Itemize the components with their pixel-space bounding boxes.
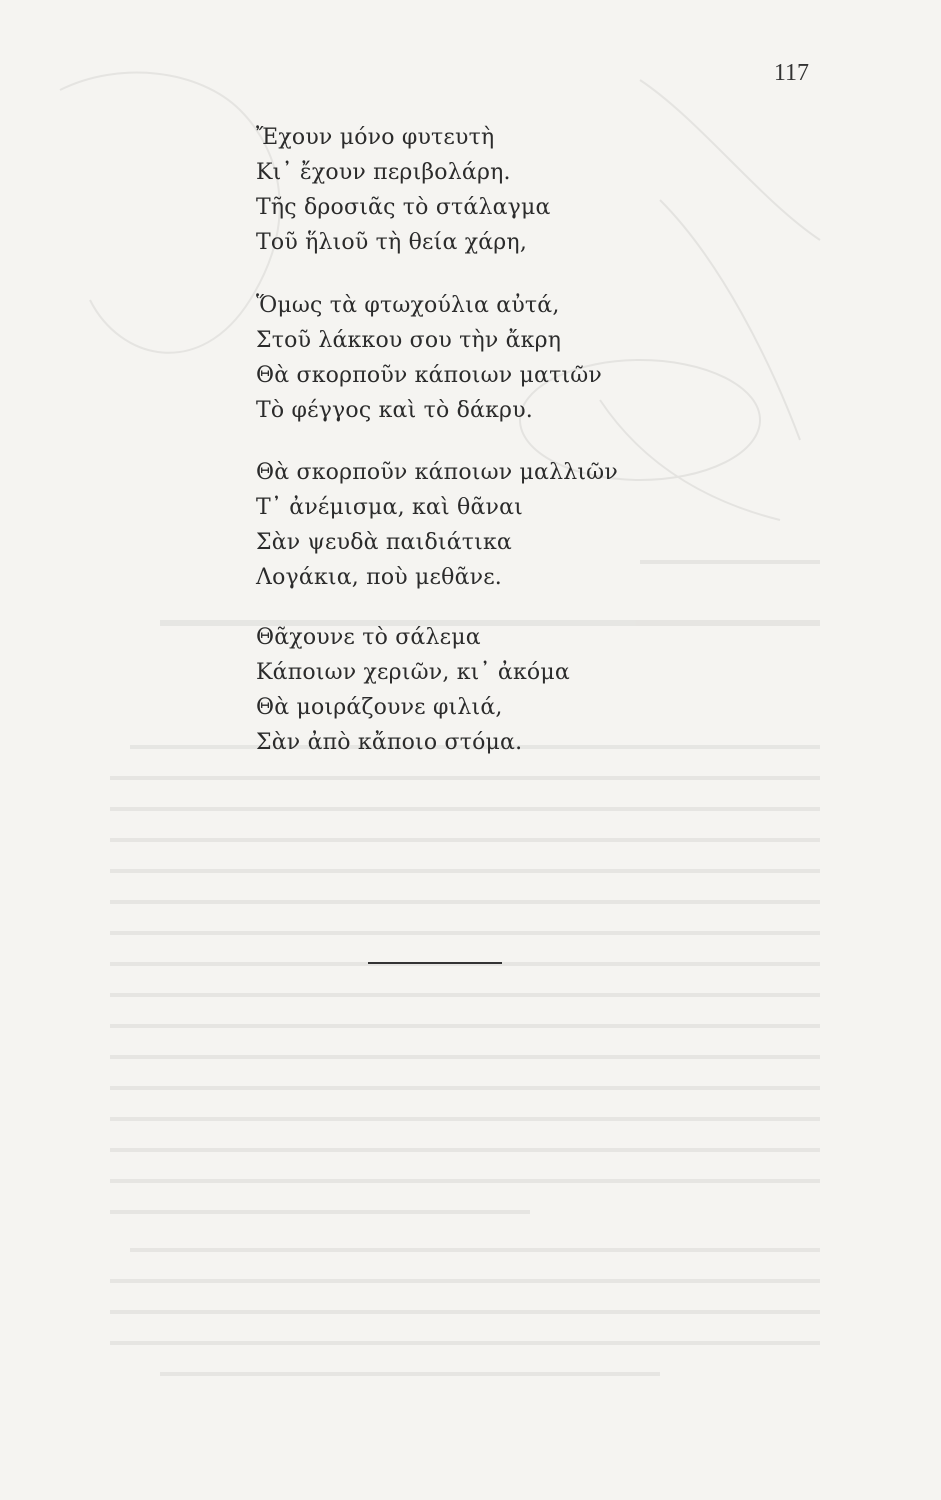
poem-line: Θᾶχουνε τὸ σάλεμα <box>256 625 481 650</box>
poem-line: Λογάκια, ποὺ μεθᾶνε. <box>256 565 502 590</box>
poem-line: Στοῦ λάκκου σου τὴν ἄκρη <box>256 328 562 353</box>
poem-line: Σὰν ψευδὰ παιδιάτικα <box>256 530 512 555</box>
poem-line: Ἔχουν μόνο φυτευτὴ <box>256 125 495 150</box>
poem-stanza <box>256 620 776 760</box>
poem-line: Θὰ μοιράζουνε φιλιά, <box>256 695 503 720</box>
poem-line: Τὸ φέγγος καὶ τὸ δάκρυ. <box>256 398 533 423</box>
poem-line: Θὰ σκορποῦν κάποιων μαλλιῶν <box>256 460 618 485</box>
poem-line: Κάποιων χεριῶν, κι᾿ ἀκόμα <box>256 660 570 685</box>
poem-line: Τ᾿ ἀνέμισμα, καὶ θᾶναι <box>256 495 523 520</box>
poem-line: Τῆς δροσιᾶς τὸ στάλαγμα <box>256 195 551 220</box>
poem-stanza <box>256 288 776 428</box>
page-number: 117 <box>773 60 809 86</box>
poem-line: Ὅμως τὰ φτωχούλια αὐτά, <box>256 293 560 318</box>
poem-line: Σὰν ἀπὸ κἄποιο στόμα. <box>256 730 523 755</box>
poem-line: Θὰ σκορποῦν κάποιων ματιῶν <box>256 363 602 388</box>
poem-line: Τοῦ ἥλιοῦ τὴ θεία χάρη, <box>256 230 528 255</box>
poem-line: Κι᾿ ἔχουν περιβολάρη. <box>256 160 511 185</box>
end-of-poem-rule <box>368 962 502 964</box>
poem-stanza <box>256 455 776 595</box>
poem-stanza <box>256 120 776 260</box>
